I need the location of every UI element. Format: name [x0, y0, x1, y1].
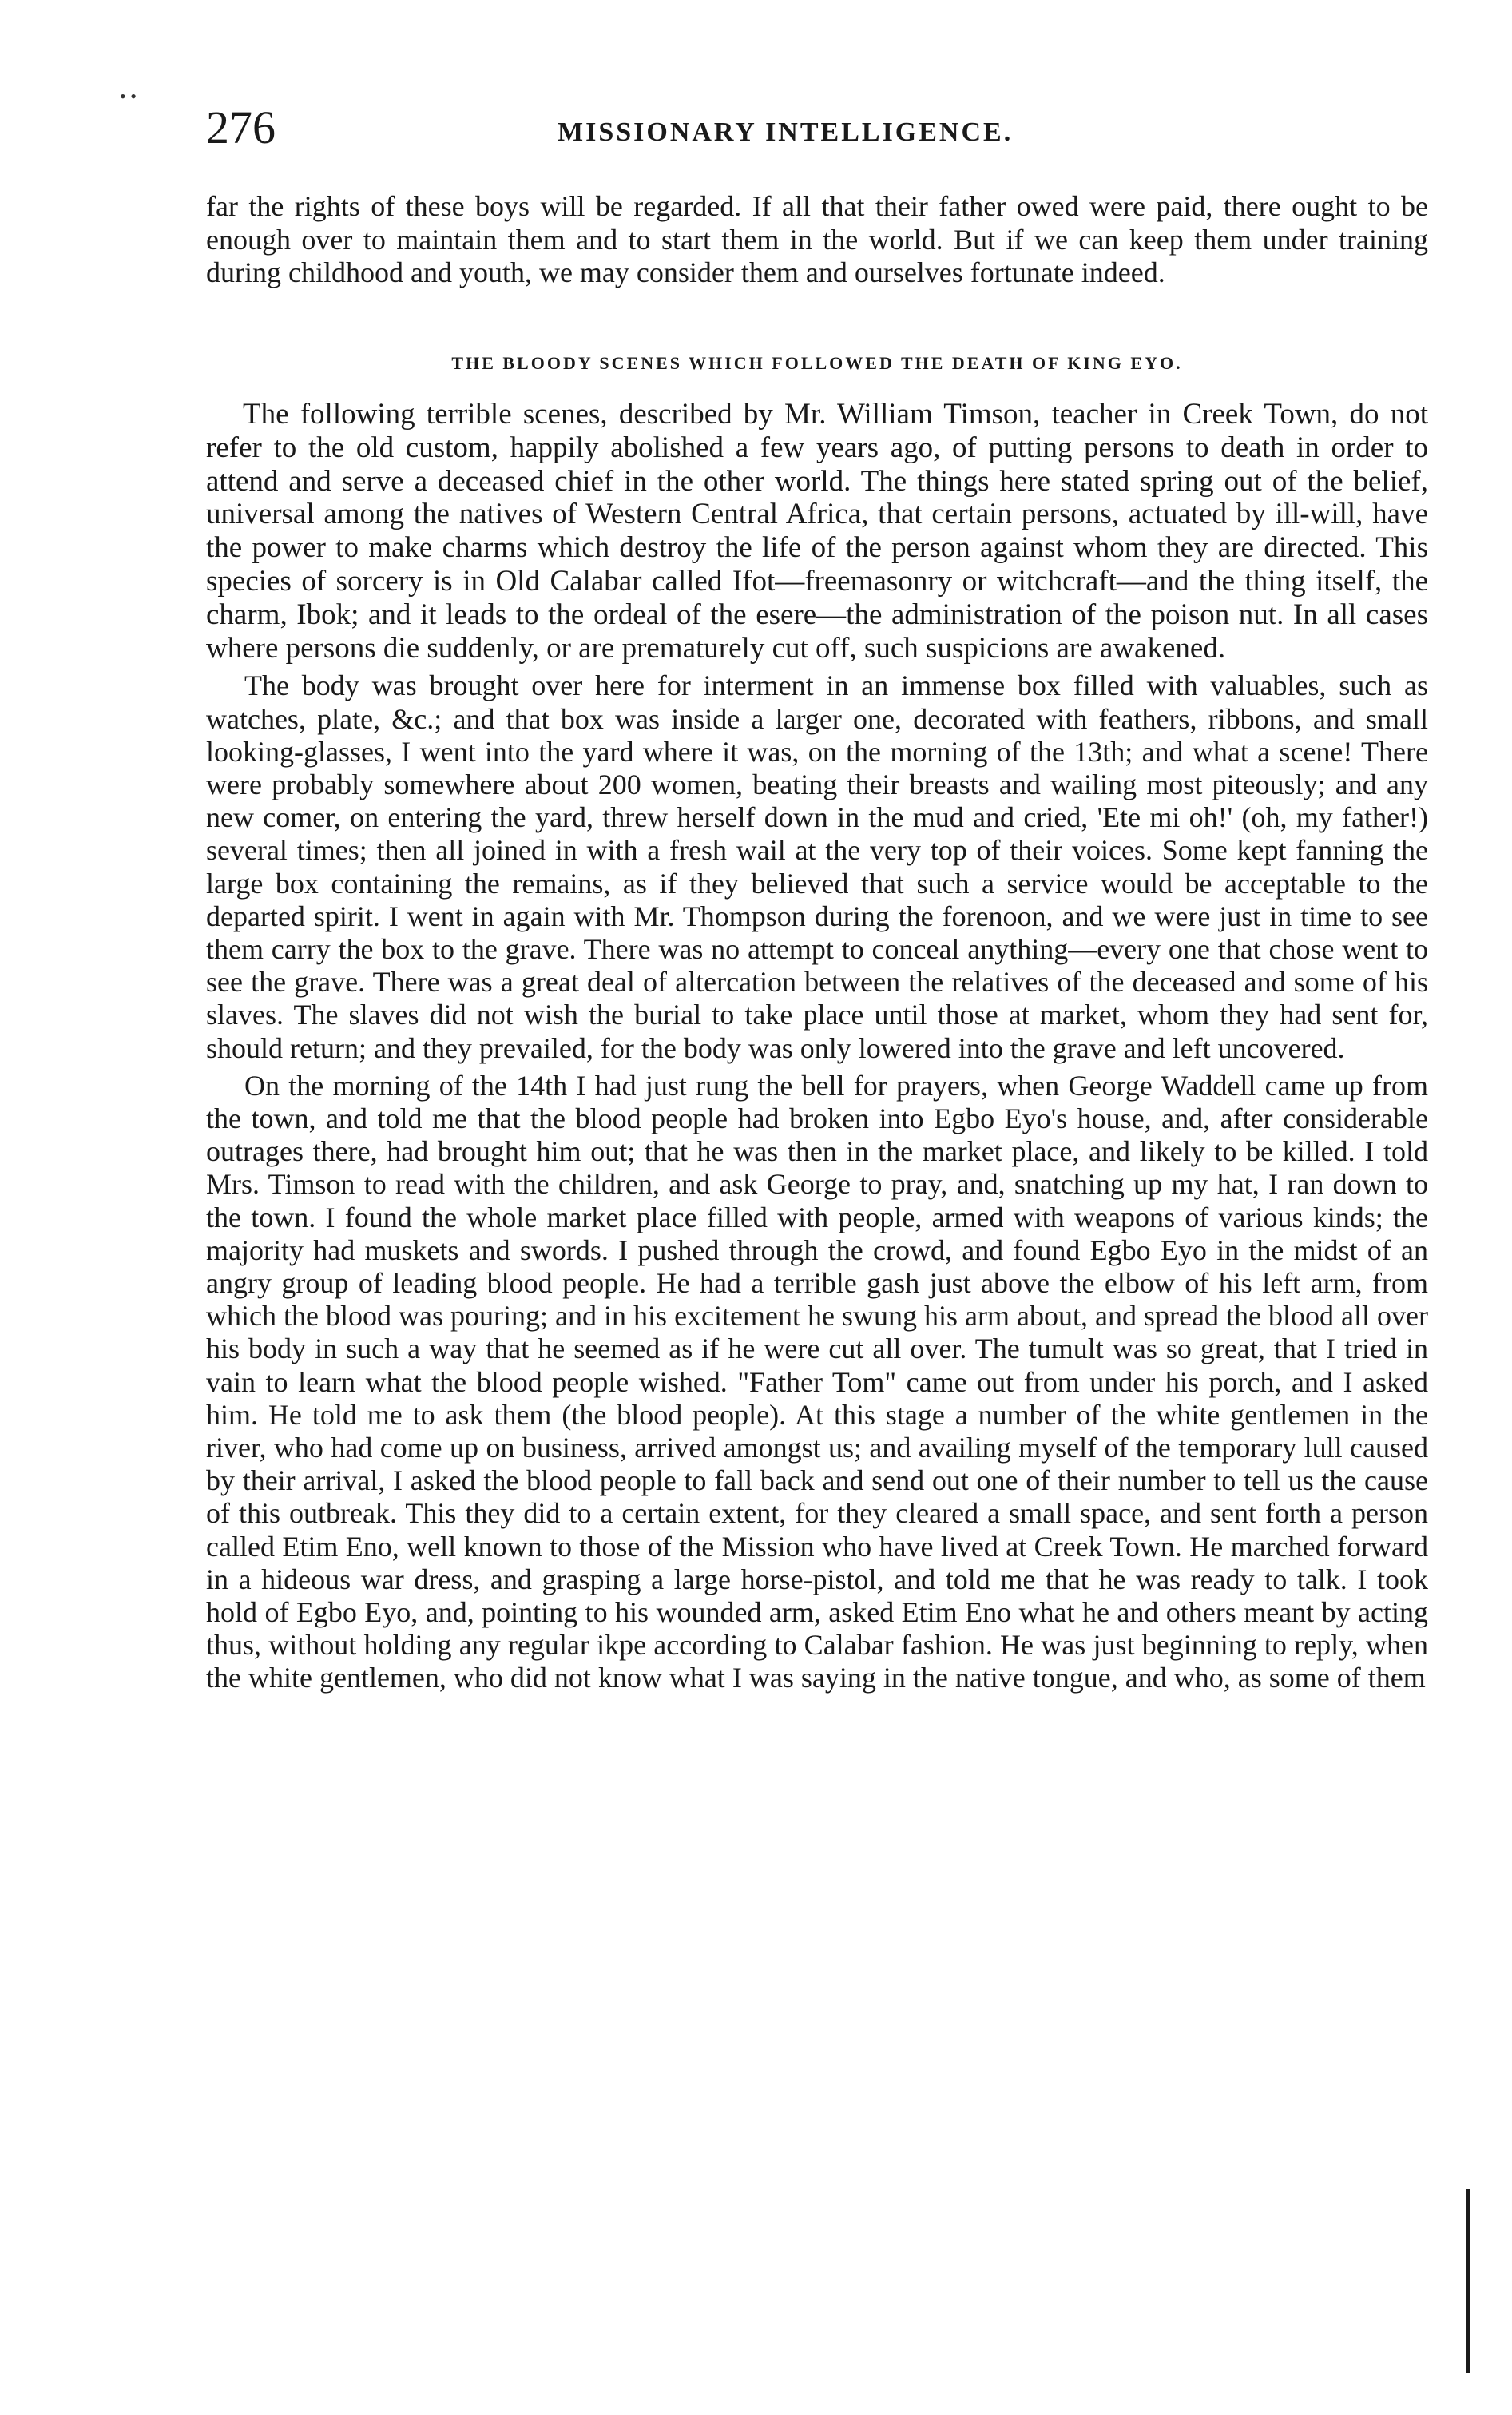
- body-paragraph: The body was brought over here for interment in an immense box filled with valuables, such as watches, plate, &c.; and that box was inside a larger one, decorated with feathers, ribbons, and small looking-glasses, I went into the yard where it was, on the morning of the 13th; and what a scene! There were probably somewhere about 200 women, beating their breasts and wailing most piteously; and any new comer, on entering the yard, threw herself down in the mud and cried, 'Ete mi oh!' (oh, my father!) several times; then all joined in with a fresh wail at the very top of their voices. Some kept fanning the large box containing the remains, as if they believed that such a service would be acceptable to the departed spirit. I went in again with Mr. Thompson during the forenoon, and we were just in time to see them carry the box to the grave. There was no attempt to conceal anything—every one that chose went to see the grave. There was a great deal of altercation between the relatives of the deceased and some of his slaves. The slaves did not wish the burial to take place until those at market, whom they had sent for, should return; and they prevailed, for the body was only lowered into the grave and left uncovered.: [206, 669, 1428, 1064]
- running-head: [206, 96, 1428, 160]
- body-paragraph: The following terrible scenes, described by Mr. William Timson, teacher in Creek Town, do not refer to the old custom, happily abolished a few years ago, of putting persons to death in order to attend and serve a deceased chief in the other world. The things here stated spring out of the belief, universal among the natives of Western Central Africa, that certain persons, actuated by ill-will, have the power to make charms which destroy the life of the person against whom they are directed. This species of sorcery is in Old Calabar called Ifot—freemasonry or witchcraft—and the thing itself, the charm, Ibok; and it leads to the ordeal of the esere—the administration of the poison nut. In all cases where persons die suddenly, or are prematurely cut off, such suspicions are awakened.: [206, 398, 1428, 665]
- opening-paragraph: far the rights of these boys will be regarded. If all that their father owed were paid, there ought to be enough over to maintain them and to start them in the world. But if we can keep them under training during childhood and youth, we may consider them and ourselves fortunate indeed.: [206, 190, 1428, 288]
- margin-rule: [1466, 2189, 1470, 2373]
- running-title: MISSIONARY INTELLIGENCE.: [558, 117, 1014, 147]
- section-heading: THE BLOODY SCENES WHICH FOLLOWED THE DEATH OF KING EYO.: [451, 353, 1183, 373]
- body-paragraph: On the morning of the 14th I had just rung the bell for prayers, when George Waddell came up from the town, and told me that the blood people had broken into Egbo Eyo's house, and, after considerable outrages there, had brought him out; that he was then in the market place, and likely to be killed. I told Mrs. Timson to read with the children, and ask George to pray, and, snatching up my hat, I ran down to the town. I found the whole market place filled with people, armed with weapons of various kinds; the majority had muskets and swords. I pushed through the crowd, and found Egbo Eyo in the midst of an angry group of leading blood people. He had a terrible gash just above the elbow of his left arm, from which the blood was pouring; and in his excitement he swung his arm about, and spread the blood all over his body in such a way that he seemed as if he were cut all over. The tumult was so great, that I tried in vain to learn what the blood people wished. "Father Tom" came out from under his porch, and I asked him. He told me to ask them (the blood people). At this stage a number of the white gentlemen in the river, who had come up on business, arrived amongst us; and availing myself of the temporary lull caused by their arrival, I asked the blood people to fall back and send out one of their number to tell us the cause of this outbreak. This they did to a certain extent, for they cleared a small space, and sent forth a person called Etim Eno, well known to those of the Mission who have lived at Creek Town. He marched forward in a hideous war dress, and grasping a large horse-pistol, and told me that he was ready to talk. I took hold of Egbo Eyo, and, pointing to his wounded arm, asked Etim Eno what he and others meant by acting thus, without holding any regular ikpe according to Calabar fashion. He was just beginning to reply, when the white gentlemen, who did not know what I was saying in the native tongue, and who, as some of them: [206, 1069, 1428, 1694]
- section-body: [206, 398, 1428, 1695]
- page-number: 276: [206, 101, 276, 153]
- corner-mark: • •: [120, 86, 137, 106]
